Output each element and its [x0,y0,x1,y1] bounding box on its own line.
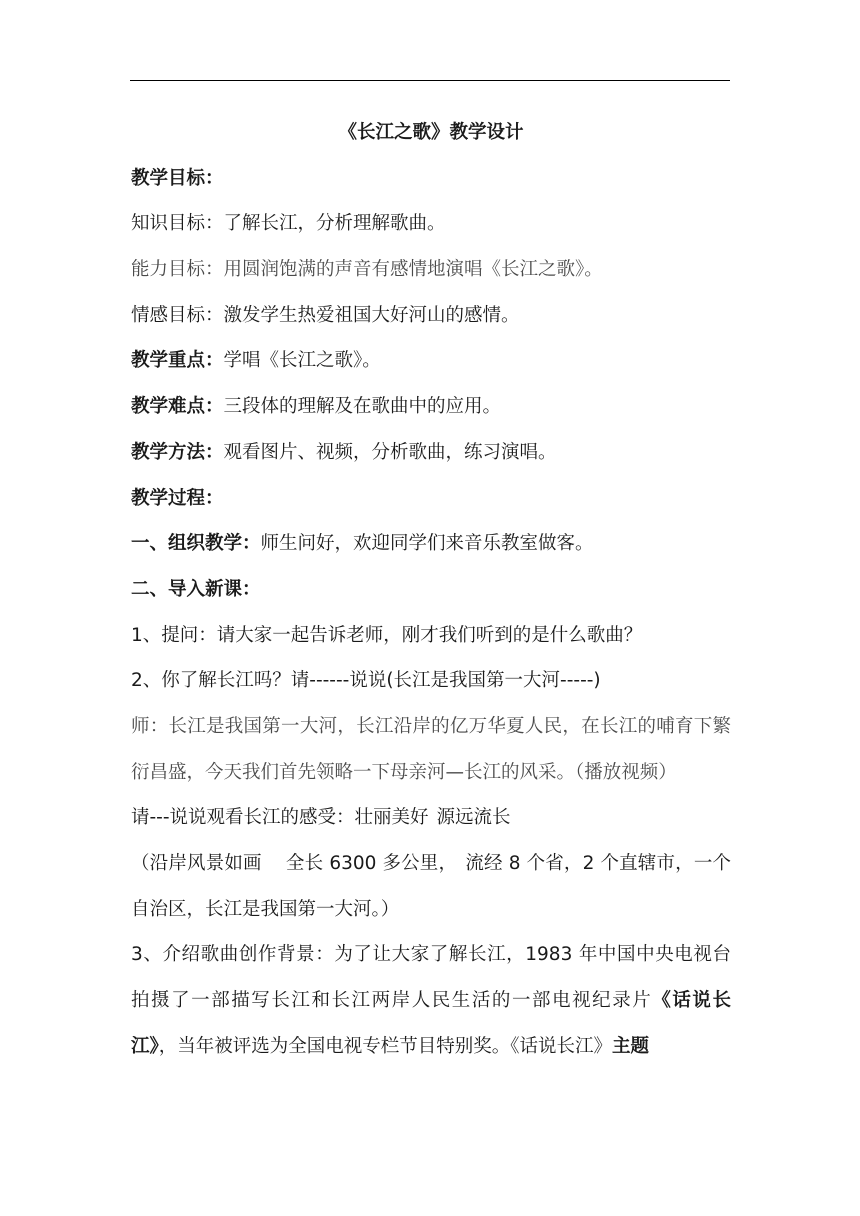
process-heading: 教学过程： [131,487,224,509]
goals-heading: 教学目标： [131,167,224,189]
difficulty-text: 三段体的理解及在歌曲中的应用。 [223,396,502,418]
facts-part-3: 流经 8 个省，2 个直辖市，一个自治区，长江是我国第一大河。） [131,853,731,920]
background-text-2: ，当年被评选为全国电视专栏节目特别奖。《话说长江》 [158,1035,613,1057]
method-label: 教学方法： [131,441,224,463]
step2-heading: 二、导入新课： [131,578,261,600]
method [131,430,731,476]
key-point-label: 教学重点： [131,350,224,372]
step1-text: 师生问好，欢迎同学们来音乐教室做客。 [260,533,594,555]
ability-goal: 能力目标：用圆润饱满的声音有感情地演唱《长江之歌》。 [131,259,603,281]
method-text: 观看图片、视频，分析歌曲，练习演唱。 [223,441,557,463]
step1-label: 一、组织教学： [131,533,261,555]
key-point-text: 学唱《长江之歌》。 [223,350,381,372]
question-1: 1、提问：请大家一起告诉老师，刚才我们听到的是什么歌曲？ [131,624,643,646]
knowledge-goal: 知识目标：了解长江，分析理解歌曲。 [131,213,446,235]
background-bold-theme: 主题 [612,1035,650,1057]
facts-part-1: （沿岸风景如画 [131,853,262,875]
emotion-goal: 情感目标：激发学生热爱祖国大好河山的感情。 [131,304,520,326]
document-title: 《长江之歌》教学设计 [338,122,524,143]
step1 [131,521,731,567]
background-bold-title: 《话说长江》 [131,990,731,1057]
difficulty-label: 教学难点： [131,396,224,418]
document-body [131,110,731,1070]
difficulty [131,384,731,430]
header-rule [130,80,730,81]
background-text: 3、介绍歌曲创作背景：为了让大家了解长江，1983 年中国中央电视台拍摄了一部描写长江和长江两岸人民生活的一部电视纪录片 [131,944,731,1012]
question-2: 2、你了解长江吗？请------说说(长江是我国第一大河-----) [131,670,601,692]
feeling-line [131,795,731,841]
facts-paragraph [131,841,731,932]
feeling-prefix: 请---说说观看长江的感受：壮丽美好 [131,807,429,829]
feeling-suffix: 源远流长 [436,807,511,829]
background-paragraph [131,932,731,1069]
facts-part-2: 全长 6300 多公里， [285,853,458,875]
teacher-paragraph: 师：长江是我国第一大河，长江沿岸的亿万华夏人民，在长江的哺育下繁衍昌盛，今天我们首先领略一下母亲河—长江的风采。（播放视频） [131,715,731,783]
key-point [131,338,731,384]
